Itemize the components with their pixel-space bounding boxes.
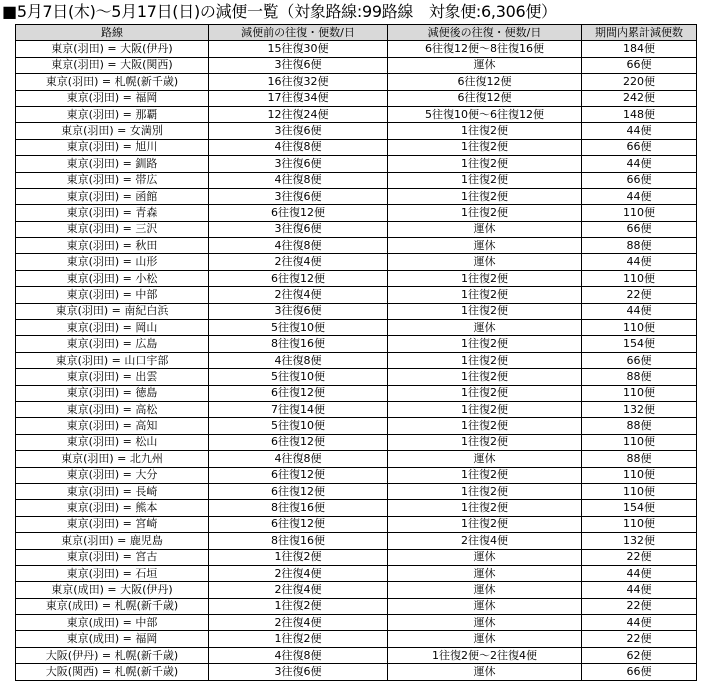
after-cell: 2往復4便 bbox=[388, 533, 582, 549]
before-cell: 4往復8便 bbox=[209, 172, 388, 188]
route-cell: 東京(羽田) = 鹿児島 bbox=[16, 533, 209, 549]
table-row bbox=[16, 123, 697, 139]
after-cell: 1往復2便 bbox=[388, 139, 582, 155]
after-cell: 1往復2便 bbox=[388, 385, 582, 401]
route-cell: 東京(羽田) = 旭川 bbox=[16, 139, 209, 155]
header-route: 路線 bbox=[16, 25, 209, 41]
total-reduction-cell: 22便 bbox=[582, 631, 697, 647]
total-reduction-cell: 242便 bbox=[582, 90, 697, 106]
total-reduction-cell: 110便 bbox=[582, 320, 697, 336]
before-cell: 8往復16便 bbox=[209, 336, 388, 352]
before-cell: 6往復12便 bbox=[209, 434, 388, 450]
route-cell: 東京(羽田) = 北九州 bbox=[16, 451, 209, 467]
route-cell: 東京(羽田) = 中部 bbox=[16, 287, 209, 303]
after-cell: 1往復2便 bbox=[388, 205, 582, 221]
total-reduction-cell: 66便 bbox=[582, 139, 697, 155]
route-cell: 東京(羽田) = 宮崎 bbox=[16, 516, 209, 532]
total-reduction-cell: 66便 bbox=[582, 664, 697, 680]
total-reduction-cell: 88便 bbox=[582, 418, 697, 434]
table-row bbox=[16, 434, 697, 450]
table-row bbox=[16, 205, 697, 221]
route-cell: 東京(羽田) = 高松 bbox=[16, 401, 209, 417]
before-cell: 6往復12便 bbox=[209, 270, 388, 286]
route-cell: 東京(羽田) = 松山 bbox=[16, 434, 209, 450]
after-cell: 1往復2便 bbox=[388, 401, 582, 417]
table-row bbox=[16, 172, 697, 188]
table-row bbox=[16, 270, 697, 286]
route-cell: 東京(羽田) = 山口宇部 bbox=[16, 352, 209, 368]
total-reduction-cell: 44便 bbox=[582, 123, 697, 139]
before-cell: 5往復10便 bbox=[209, 320, 388, 336]
before-cell: 3往復6便 bbox=[209, 57, 388, 73]
total-reduction-cell: 184便 bbox=[582, 41, 697, 57]
total-reduction-cell: 154便 bbox=[582, 500, 697, 516]
table-row bbox=[16, 369, 697, 385]
total-reduction-cell: 22便 bbox=[582, 598, 697, 614]
route-cell: 東京(羽田) = 南紀白浜 bbox=[16, 303, 209, 319]
before-cell: 2往復4便 bbox=[209, 582, 388, 598]
before-cell: 2往復4便 bbox=[209, 287, 388, 303]
table-row bbox=[16, 598, 697, 614]
route-cell: 東京(羽田) = 宮古 bbox=[16, 549, 209, 565]
before-cell: 2往復4便 bbox=[209, 254, 388, 270]
total-reduction-cell: 22便 bbox=[582, 549, 697, 565]
route-cell: 東京(羽田) = 大分 bbox=[16, 467, 209, 483]
table-row bbox=[16, 385, 697, 401]
route-cell: 東京(羽田) = 福岡 bbox=[16, 90, 209, 106]
route-cell: 東京(羽田) = 徳島 bbox=[16, 385, 209, 401]
route-cell: 東京(羽田) = 三沢 bbox=[16, 221, 209, 237]
after-cell: 6往復12便～8往復16便 bbox=[388, 41, 582, 57]
route-cell: 東京(羽田) = 石垣 bbox=[16, 565, 209, 581]
before-cell: 17往復34便 bbox=[209, 90, 388, 106]
after-cell: 1往復2便 bbox=[388, 156, 582, 172]
table-row bbox=[16, 549, 697, 565]
after-cell: 1往復2便 bbox=[388, 467, 582, 483]
after-cell: 1往復2便 bbox=[388, 418, 582, 434]
before-cell: 3往復6便 bbox=[209, 664, 388, 680]
before-cell: 1往復2便 bbox=[209, 598, 388, 614]
route-cell: 東京(羽田) = 釧路 bbox=[16, 156, 209, 172]
after-cell: 運休 bbox=[388, 549, 582, 565]
table-row bbox=[16, 221, 697, 237]
after-cell: 運休 bbox=[388, 57, 582, 73]
total-reduction-cell: 44便 bbox=[582, 156, 697, 172]
total-reduction-cell: 154便 bbox=[582, 336, 697, 352]
table-row bbox=[16, 352, 697, 368]
total-reduction-cell: 66便 bbox=[582, 221, 697, 237]
page-title: ■5月7日(木)～5月17日(日)の減便一覧（対象路線:99路線 対象便:6,306便） bbox=[2, 2, 557, 21]
after-cell: 1往復2便 bbox=[388, 123, 582, 139]
table-row bbox=[16, 139, 697, 155]
after-cell: 5往復10便～6往復12便 bbox=[388, 106, 582, 122]
after-cell: 1往復2便 bbox=[388, 516, 582, 532]
table-row bbox=[16, 156, 697, 172]
route-cell: 東京(羽田) = 岡山 bbox=[16, 320, 209, 336]
after-cell: 1往復2便 bbox=[388, 434, 582, 450]
before-cell: 5往復10便 bbox=[209, 369, 388, 385]
route-cell: 東京(羽田) = 山形 bbox=[16, 254, 209, 270]
after-cell: 運休 bbox=[388, 451, 582, 467]
before-cell: 2往復4便 bbox=[209, 615, 388, 631]
table-row bbox=[16, 41, 697, 57]
after-cell: 1往復2便 bbox=[388, 352, 582, 368]
after-cell: 運休 bbox=[388, 565, 582, 581]
header-after: 減便後の往復・便数/日 bbox=[388, 25, 582, 41]
after-cell: 6往復12便 bbox=[388, 74, 582, 90]
total-reduction-cell: 110便 bbox=[582, 516, 697, 532]
before-cell: 3往復6便 bbox=[209, 303, 388, 319]
total-reduction-cell: 110便 bbox=[582, 385, 697, 401]
table-row bbox=[16, 90, 697, 106]
table-row bbox=[16, 254, 697, 270]
total-reduction-cell: 44便 bbox=[582, 303, 697, 319]
before-cell: 6往復12便 bbox=[209, 467, 388, 483]
total-reduction-cell: 66便 bbox=[582, 352, 697, 368]
route-cell: 東京(羽田) = 高知 bbox=[16, 418, 209, 434]
header-before: 減便前の往復・便数/日 bbox=[209, 25, 388, 41]
after-cell: 運休 bbox=[388, 615, 582, 631]
table-row bbox=[16, 238, 697, 254]
before-cell: 4往復8便 bbox=[209, 238, 388, 254]
before-cell: 3往復6便 bbox=[209, 123, 388, 139]
table-row bbox=[16, 418, 697, 434]
table-row bbox=[16, 74, 697, 90]
after-cell: 運休 bbox=[388, 254, 582, 270]
after-cell: 運休 bbox=[388, 320, 582, 336]
after-cell: 運休 bbox=[388, 598, 582, 614]
total-reduction-cell: 44便 bbox=[582, 615, 697, 631]
route-cell: 東京(成田) = 中部 bbox=[16, 615, 209, 631]
before-cell: 4往復8便 bbox=[209, 352, 388, 368]
total-reduction-cell: 44便 bbox=[582, 254, 697, 270]
table-row bbox=[16, 320, 697, 336]
table-row bbox=[16, 664, 697, 680]
before-cell: 6往復12便 bbox=[209, 385, 388, 401]
total-reduction-cell: 88便 bbox=[582, 238, 697, 254]
total-reduction-cell: 220便 bbox=[582, 74, 697, 90]
before-cell: 8往復16便 bbox=[209, 533, 388, 549]
after-cell: 1往復2便 bbox=[388, 287, 582, 303]
before-cell: 1往復2便 bbox=[209, 631, 388, 647]
route-cell: 東京(羽田) = 女満別 bbox=[16, 123, 209, 139]
route-cell: 大阪(関西) = 札幌(新千歳) bbox=[16, 664, 209, 680]
after-cell: 運休 bbox=[388, 582, 582, 598]
route-cell: 東京(羽田) = 大阪(関西) bbox=[16, 57, 209, 73]
before-cell: 3往復6便 bbox=[209, 221, 388, 237]
after-cell: 運休 bbox=[388, 664, 582, 680]
before-cell: 6往復12便 bbox=[209, 516, 388, 532]
route-cell: 東京(羽田) = 小松 bbox=[16, 270, 209, 286]
header-total-reduction: 期間内累計減便数 bbox=[582, 25, 697, 41]
before-cell: 6往復12便 bbox=[209, 205, 388, 221]
table-row bbox=[16, 647, 697, 663]
after-cell: 1往復2便 bbox=[388, 369, 582, 385]
total-reduction-cell: 88便 bbox=[582, 369, 697, 385]
total-reduction-cell: 110便 bbox=[582, 434, 697, 450]
route-cell: 東京(羽田) = 函館 bbox=[16, 188, 209, 204]
table-row bbox=[16, 565, 697, 581]
table-row bbox=[16, 57, 697, 73]
before-cell: 3往復6便 bbox=[209, 188, 388, 204]
table-header-row bbox=[16, 25, 697, 41]
table-row bbox=[16, 451, 697, 467]
total-reduction-cell: 22便 bbox=[582, 287, 697, 303]
route-cell: 東京(成田) = 大阪(伊丹) bbox=[16, 582, 209, 598]
table-row bbox=[16, 533, 697, 549]
total-reduction-cell: 66便 bbox=[582, 57, 697, 73]
route-cell: 東京(羽田) = 青森 bbox=[16, 205, 209, 221]
after-cell: 1往復2便 bbox=[388, 303, 582, 319]
before-cell: 12往復24便 bbox=[209, 106, 388, 122]
table-row bbox=[16, 303, 697, 319]
after-cell: 1往復2便 bbox=[388, 483, 582, 499]
after-cell: 運休 bbox=[388, 238, 582, 254]
before-cell: 2往復4便 bbox=[209, 565, 388, 581]
route-cell: 東京(羽田) = 帯広 bbox=[16, 172, 209, 188]
table-row bbox=[16, 401, 697, 417]
table-row bbox=[16, 336, 697, 352]
table-row bbox=[16, 467, 697, 483]
total-reduction-cell: 110便 bbox=[582, 205, 697, 221]
after-cell: 1往復2便～2往復4便 bbox=[388, 647, 582, 663]
before-cell: 1往復2便 bbox=[209, 549, 388, 565]
route-cell: 東京(羽田) = 大阪(伊丹) bbox=[16, 41, 209, 57]
route-cell: 大阪(伊丹) = 札幌(新千歳) bbox=[16, 647, 209, 663]
total-reduction-cell: 132便 bbox=[582, 533, 697, 549]
before-cell: 15往復30便 bbox=[209, 41, 388, 57]
before-cell: 4往復8便 bbox=[209, 451, 388, 467]
table-row bbox=[16, 615, 697, 631]
route-cell: 東京(羽田) = 熊本 bbox=[16, 500, 209, 516]
table-row bbox=[16, 287, 697, 303]
total-reduction-cell: 110便 bbox=[582, 483, 697, 499]
after-cell: 1往復2便 bbox=[388, 172, 582, 188]
total-reduction-cell: 44便 bbox=[582, 188, 697, 204]
table-row bbox=[16, 483, 697, 499]
before-cell: 4往復8便 bbox=[209, 139, 388, 155]
before-cell: 16往復32便 bbox=[209, 74, 388, 90]
before-cell: 8往復16便 bbox=[209, 500, 388, 516]
table-row bbox=[16, 516, 697, 532]
after-cell: 6往復12便 bbox=[388, 90, 582, 106]
total-reduction-cell: 44便 bbox=[582, 582, 697, 598]
route-cell: 東京(羽田) = 札幌(新千歳) bbox=[16, 74, 209, 90]
total-reduction-cell: 44便 bbox=[582, 565, 697, 581]
route-cell: 東京(羽田) = 出雲 bbox=[16, 369, 209, 385]
total-reduction-cell: 110便 bbox=[582, 467, 697, 483]
flight-reduction-table bbox=[15, 24, 697, 681]
total-reduction-cell: 148便 bbox=[582, 106, 697, 122]
before-cell: 5往復10便 bbox=[209, 418, 388, 434]
table-row bbox=[16, 106, 697, 122]
before-cell: 6往復12便 bbox=[209, 483, 388, 499]
after-cell: 運休 bbox=[388, 221, 582, 237]
after-cell: 運休 bbox=[388, 631, 582, 647]
total-reduction-cell: 88便 bbox=[582, 451, 697, 467]
table-row bbox=[16, 500, 697, 516]
before-cell: 4往復8便 bbox=[209, 647, 388, 663]
after-cell: 1往復2便 bbox=[388, 188, 582, 204]
after-cell: 1往復2便 bbox=[388, 500, 582, 516]
route-cell: 東京(羽田) = 長崎 bbox=[16, 483, 209, 499]
route-cell: 東京(羽田) = 秋田 bbox=[16, 238, 209, 254]
after-cell: 1往復2便 bbox=[388, 270, 582, 286]
after-cell: 1往復2便 bbox=[388, 336, 582, 352]
before-cell: 3往復6便 bbox=[209, 156, 388, 172]
route-cell: 東京(成田) = 福岡 bbox=[16, 631, 209, 647]
total-reduction-cell: 62便 bbox=[582, 647, 697, 663]
total-reduction-cell: 132便 bbox=[582, 401, 697, 417]
before-cell: 7往復14便 bbox=[209, 401, 388, 417]
table-row bbox=[16, 582, 697, 598]
table-row bbox=[16, 631, 697, 647]
route-cell: 東京(羽田) = 広島 bbox=[16, 336, 209, 352]
table-row bbox=[16, 188, 697, 204]
route-cell: 東京(羽田) = 那覇 bbox=[16, 106, 209, 122]
route-cell: 東京(成田) = 札幌(新千歳) bbox=[16, 598, 209, 614]
total-reduction-cell: 110便 bbox=[582, 270, 697, 286]
total-reduction-cell: 66便 bbox=[582, 172, 697, 188]
